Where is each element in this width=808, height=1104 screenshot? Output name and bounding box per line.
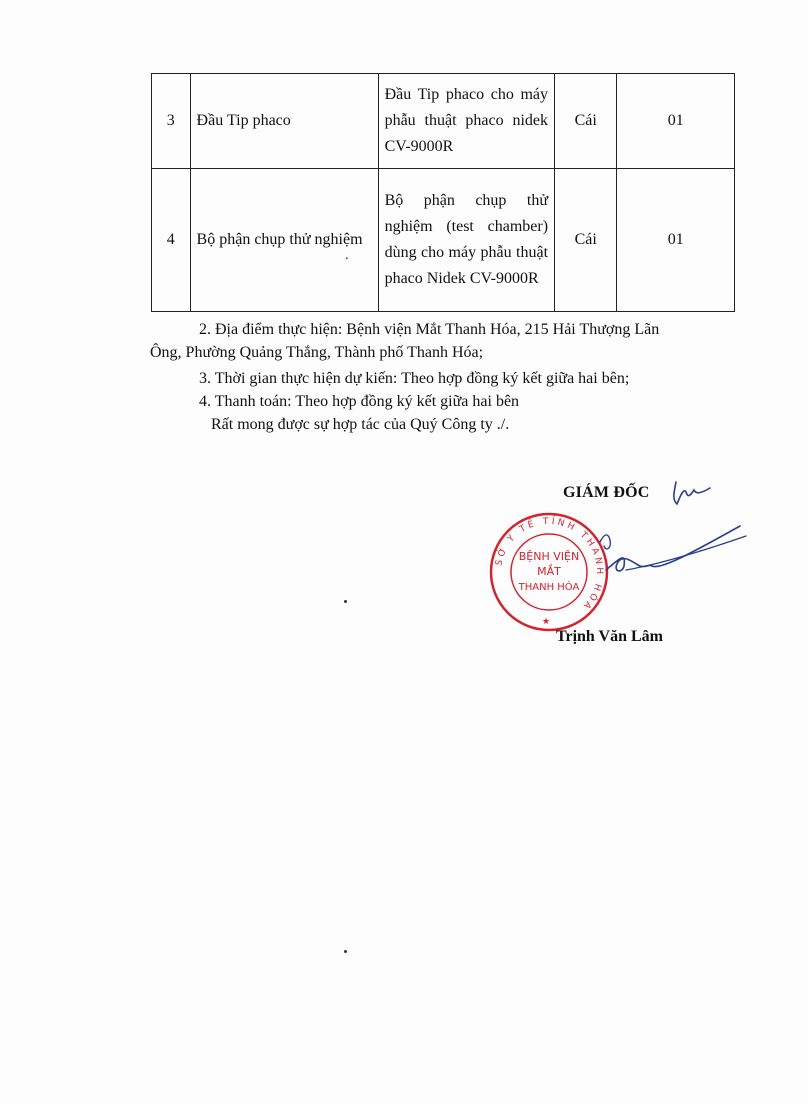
item-name: Đầu Tip phaco [190, 74, 378, 169]
table-row [152, 74, 735, 169]
row-number: 4 [152, 169, 191, 312]
item-name-cell [190, 169, 378, 312]
svg-text:BỆNH VIỆN: BỆNH VIỆN [518, 550, 580, 563]
item-quantity: 01 [617, 169, 735, 312]
time-line: 3. Thời gian thực hiện dự kiến: Theo hợp đồng ký kết giữa hai bên; [199, 370, 630, 387]
svg-text:SỞ Y TẾ TỈNH THANH HÓA: SỞ Y TẾ TỈNH THANH HÓA [494, 516, 605, 613]
stray-dot [344, 600, 347, 603]
item-description: Bộ phận chụp thử nghiệm (test chamber) dùng cho máy phẫu thuật phaco Nidek CV-9000R [378, 169, 554, 312]
stray-dot: · [344, 252, 350, 267]
item-unit: Cái [555, 169, 617, 312]
payment-line: 4. Thanh toán: Theo hợp đồng ký kết giữa hai bên [199, 393, 520, 410]
equipment-table [151, 73, 735, 312]
signer-name: Trịnh Văn Lâm [556, 628, 663, 645]
item-unit: Cái [555, 74, 617, 169]
table-row [152, 169, 735, 312]
item-description: Đầu Tip phaco cho máy phẫu thuật phaco nidek CV-9000R [378, 74, 554, 169]
svg-text:★: ★ [541, 616, 551, 626]
item-quantity: 01 [617, 74, 735, 169]
stray-dot [344, 950, 347, 953]
location-line-2: Ông, Phường Quảng Thắng, Thành phố Thanh Hóa; [150, 344, 484, 361]
row-number: 3 [152, 74, 191, 169]
item-name: Bộ phận chụp thử nghiệm [196, 231, 363, 248]
signature-title: GIÁM ĐỐC [563, 484, 650, 501]
handwritten-signature-icon [560, 470, 750, 590]
location-line-1: 2. Địa điểm thực hiện: Bệnh viện Mắt Thanh Hóa, 215 Hải Thượng Lãn [199, 321, 660, 338]
svg-text:MẮT: MẮT [537, 565, 561, 578]
closing-line: Rất mong được sự hợp tác của Quý Công ty ./. [211, 416, 510, 433]
svg-text:THANH HÓA: THANH HÓA [518, 582, 580, 593]
